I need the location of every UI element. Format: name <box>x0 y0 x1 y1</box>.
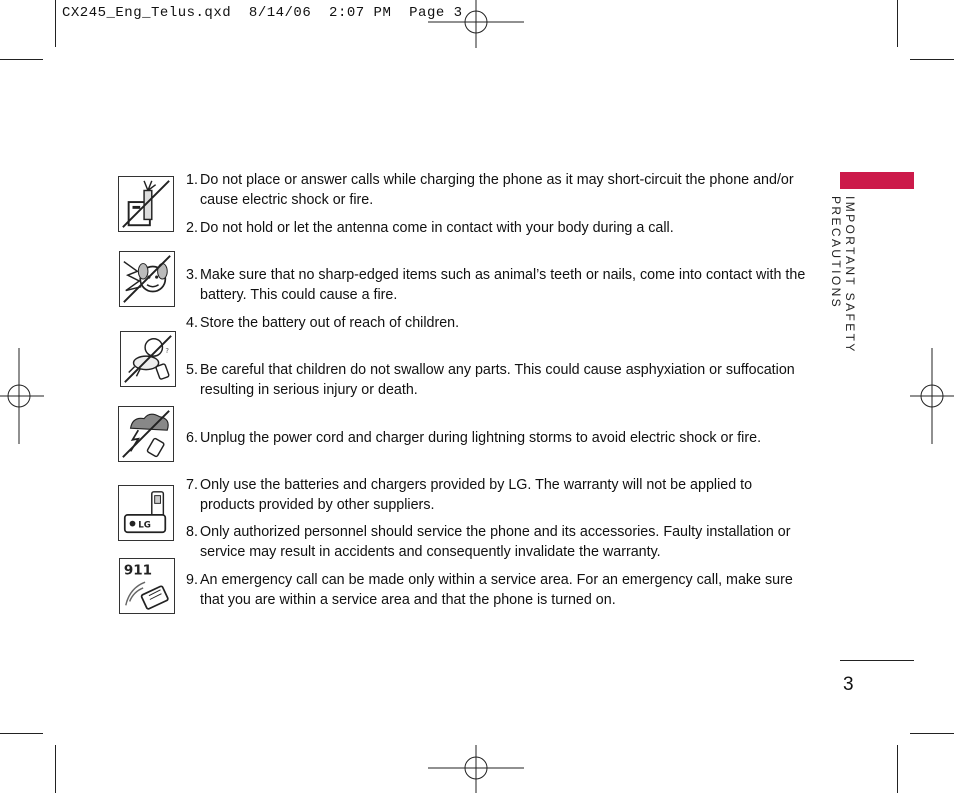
item-number: 4. <box>186 315 198 331</box>
item-text: Be careful that children do not swallow any parts. This could cause asphyxiation or suffocation resulting in serious injury or death. <box>200 362 795 398</box>
page-number-rule <box>840 660 914 661</box>
crop-mark <box>897 745 898 793</box>
list-item <box>186 218 806 238</box>
registration-mark-icon <box>0 348 46 444</box>
emergency-911-icon <box>119 558 175 614</box>
svg-text:911: 911 <box>123 562 153 579</box>
list-item <box>186 360 806 400</box>
crop-mark <box>910 59 954 60</box>
file-slug: CX245_Eng_Telus.qxd 8/14/06 2:07 PM Page 3 <box>62 5 463 21</box>
crop-mark <box>0 733 43 734</box>
list-item <box>186 170 806 210</box>
section-accent-bar <box>840 172 914 189</box>
item-number: 7. <box>186 477 198 493</box>
child-swallowing-parts-icon <box>120 331 176 387</box>
list-item <box>186 570 806 610</box>
section-title: IMPORTANT SAFETY PRECAUTIONS <box>829 196 857 354</box>
registration-mark-icon <box>908 348 954 444</box>
item-text: Unplug the power cord and charger during lightning storms to avoid electric shock or fire. <box>200 430 762 446</box>
item-number: 5. <box>186 362 198 378</box>
crop-mark <box>910 733 954 734</box>
item-text: Store the battery out of reach of children. <box>200 315 460 331</box>
list-item <box>186 522 806 562</box>
item-number: 3. <box>186 267 198 283</box>
list-item <box>186 475 806 515</box>
lightning-storm-icon <box>118 406 174 462</box>
registration-mark-icon <box>428 0 526 48</box>
crop-mark <box>55 745 56 793</box>
list-item <box>186 313 806 333</box>
svg-text:?: ? <box>165 347 169 356</box>
item-text: An emergency call can be made only within a service area. For an emergency call, make sure that you are within a service area and that the phone is turned on. <box>200 572 793 608</box>
registration-mark-icon <box>428 745 526 793</box>
page-number: 3 <box>843 674 854 695</box>
svg-text:LG: LG <box>138 520 151 531</box>
lg-battery-charger-icon <box>118 485 174 541</box>
item-text: Do not place or answer calls while charging the phone as it may short-circuit the phone and/or cause electric shock or fire. <box>200 172 794 208</box>
list-item <box>186 428 806 448</box>
item-number: 8. <box>186 524 198 540</box>
item-text: Only use the batteries and chargers provided by LG. The warranty will not be applied to products provided by other suppliers. <box>200 477 753 513</box>
item-number: 1. <box>186 172 198 188</box>
item-number: 6. <box>186 430 198 446</box>
list-item <box>186 265 806 305</box>
item-text: Only authorized personnel should service the phone and its accessories. Faulty installation or service may result in accidents and consequently invalidate the warranty. <box>200 524 791 560</box>
pet-chewing-battery-icon <box>119 251 175 307</box>
crop-mark <box>55 0 56 47</box>
item-text: Do not hold or let the antenna come in contact with your body during a call. <box>200 220 674 236</box>
item-number: 2. <box>186 220 198 236</box>
item-number: 9. <box>186 572 198 588</box>
crop-mark <box>897 0 898 47</box>
crop-mark <box>0 59 43 60</box>
item-text: Make sure that no sharp-edged items such as animal’s teeth or nails, come into contact with the battery. This could cause a fire. <box>200 267 806 303</box>
charging-phone-icon <box>118 176 174 232</box>
